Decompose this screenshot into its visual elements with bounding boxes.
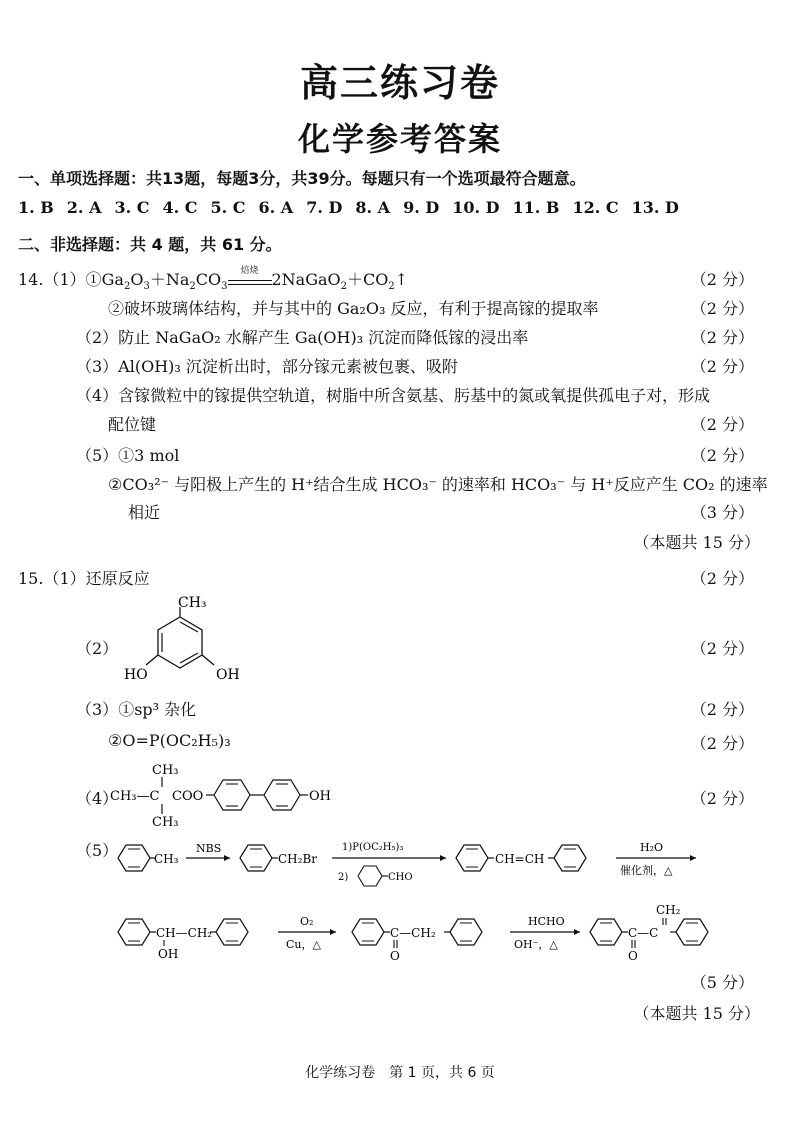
q14-part1-label: （1） — [43, 270, 86, 289]
q15-r2-cu: Cu，△ — [286, 938, 321, 951]
q15-r2-o2: O₂ — [300, 915, 314, 928]
answer-7: 7. D — [306, 198, 343, 217]
q15-score-3a: （2 分） — [690, 700, 754, 719]
answer-9: 9. D — [403, 198, 440, 217]
q15-structure-2 — [120, 595, 260, 687]
q14-eq-condition: 焙烧 — [240, 266, 259, 276]
answer-4: 4. C — [162, 198, 198, 217]
answer-12: 12. C — [572, 198, 619, 217]
q15-s4-ch3-top: CH₃ — [152, 763, 179, 778]
q14-total: （本题共 15 分） — [633, 533, 760, 552]
q15-structure-4 — [110, 760, 370, 830]
section-1-heading: 一、单项选择题：共13题，每题3分，共39分。每题只有一个选项最符合题意。 — [18, 169, 586, 188]
q15-part1 — [18, 566, 150, 589]
q15-synthesis-row-2 — [110, 892, 730, 968]
q14-score-2: （2 分） — [690, 328, 754, 347]
q14-part4b: 配位键 — [108, 415, 157, 434]
q15-r1-h2o: H₂O — [640, 841, 664, 854]
q14-part5b: ②CO₃²⁻ 与阳极上产生的 H⁺结合生成 HCO₃⁻ 的速率和 HCO₃⁻ 与 H⁺反应产生 CO₂ 的速率 — [108, 475, 768, 494]
q15-r1-ch2br: CH₂Br — [278, 852, 318, 866]
q14-part1a: $14.(1)①Ga_2O_3+Na_2CO_3$ 焙烧 $2NaGaO_2+CO_2↑$ — [18, 267, 408, 292]
q15-r1-nbs: NBS — [196, 842, 222, 855]
q15-r2-hcho: HCHO — [528, 915, 565, 928]
q15-s2-oh: OH — [216, 667, 240, 683]
q15-synthesis-row-1 — [110, 830, 710, 892]
answer-8: 8. A — [355, 198, 391, 217]
q15-score-5: （5 分） — [690, 973, 754, 992]
q14-part4a: （4）含镓微粒中的镓提供空轨道，树脂中所含氨基、肟基中的氮或氧提供孤电子对，形成 — [76, 386, 711, 405]
q15-r1-reagent1: 1)P(OC₂H₅)₃ — [342, 842, 404, 853]
q15-score-1: （2 分） — [690, 569, 754, 588]
answer-10: 10. D — [452, 198, 500, 217]
q14-part5c: 相近 — [128, 503, 161, 522]
q15-score-3b: （2 分） — [690, 734, 754, 753]
q14-score-1a: （2 分） — [690, 270, 754, 289]
q14-part1b: ②破坏玻璃体结构，并与其中的 Ga₂O₃ 反应，有利于提高镓的提取率 — [108, 299, 599, 318]
q15-total: （本题共 15 分） — [633, 1004, 760, 1023]
q15-s4-ch3-left: CH₃—C — [110, 789, 160, 804]
q15-s4-ch3-bottom: CH₃ — [152, 815, 179, 830]
q15-r1-cat: 催化剂，△ — [620, 864, 673, 877]
answer-11: 11. B — [512, 198, 560, 217]
q14-number: 14. — [18, 270, 44, 289]
answer-13: 13. D — [631, 198, 679, 217]
page-subtitle: 化学参考答案 — [297, 120, 502, 158]
q15-part2-label: （2） — [76, 639, 119, 658]
q14-score-5b: （3 分） — [690, 503, 754, 522]
q14-part2: （2）防止 NaGaO₂ 水解产生 Ga(OH)₃ 沉淀而降低镓的浸出率 — [76, 328, 529, 347]
q15-r2-oh: OH — [158, 947, 179, 961]
q15-part3a — [76, 697, 196, 720]
q14-score-1b: （2 分） — [690, 299, 754, 318]
q15-r2-ch2: CH₂ — [656, 903, 681, 917]
q15-part3b: ②O=P(OC₂H₅)₃ — [108, 731, 231, 750]
q15-part3a-text: ①sp³ 杂化 — [118, 700, 197, 719]
q15-s2-ho: HO — [124, 667, 148, 683]
q15-r1-chch: CH=CH — [495, 852, 545, 866]
q15-score-2: （2 分） — [690, 639, 754, 658]
q15-s2-ch3: CH₃ — [178, 595, 207, 611]
q15-r1-ch3: CH₃ — [154, 852, 179, 866]
answer-2: 2. A — [66, 198, 102, 217]
answer-5: 5. C — [210, 198, 246, 217]
q14-part5a: （5）①3 mol — [76, 446, 180, 465]
q14-part3: （3）Al(OH)₃ 沉淀析出时，部分镓元素被包裹、吸附 — [76, 357, 458, 376]
q15-r2-o-final: O — [628, 949, 638, 963]
q15-r2-c-c: C—C — [628, 926, 659, 940]
q14-score-3: （2 分） — [690, 357, 754, 376]
q14-score-4: （2 分） — [690, 415, 754, 434]
q15-r2-c-ch2: C—CH₂ — [390, 926, 436, 940]
q15-number: 15. — [18, 569, 44, 588]
page-title: 高三练习卷 — [299, 60, 500, 105]
q15-part5-label: （5） — [76, 841, 119, 860]
q15-r1-cho: CHO — [388, 872, 413, 883]
page-footer: 化学练习卷 第 1 页，共 6 页 — [305, 1065, 495, 1081]
q15-part3-label: （3） — [76, 700, 119, 719]
answer-1: 1. B — [18, 198, 54, 217]
q15-s4-coo: COO — [172, 789, 204, 804]
section-2-heading: 二、非选择题：共 4 题，共 61 分。 — [18, 235, 282, 254]
q15-r2-o: O — [390, 949, 400, 963]
q14-eq-product: 2NaGaO — [271, 270, 341, 289]
q15-part1-text: （1）还原反应 — [43, 569, 150, 588]
q15-s4-oh: OH — [309, 789, 331, 804]
q15-part4-label: （4） — [76, 789, 119, 808]
q14-eq-reactant: ①Ga — [85, 270, 124, 289]
q15-score-4: （2 分） — [690, 789, 754, 808]
answer-6: 6. A — [258, 198, 294, 217]
mc-answers — [18, 198, 679, 217]
answer-3: 3. C — [114, 198, 150, 217]
q15-r1-reagent2: 2) — [338, 872, 349, 883]
q15-r2-oh-minus: OH⁻，△ — [514, 938, 558, 951]
q15-r2-chch2: CH—CH₂ — [156, 926, 213, 940]
q14-score-5a: （2 分） — [690, 446, 754, 465]
